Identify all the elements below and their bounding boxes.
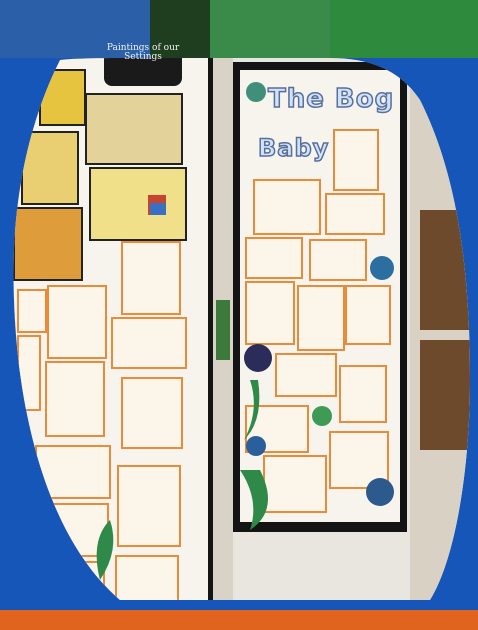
bog-baby-title-line2: Baby [258, 134, 330, 162]
painting-label-text: Paintings of our Settings [106, 43, 180, 63]
bog-baby-title-line1: The Bog [268, 84, 395, 114]
bottom-orange-strip [0, 610, 478, 630]
